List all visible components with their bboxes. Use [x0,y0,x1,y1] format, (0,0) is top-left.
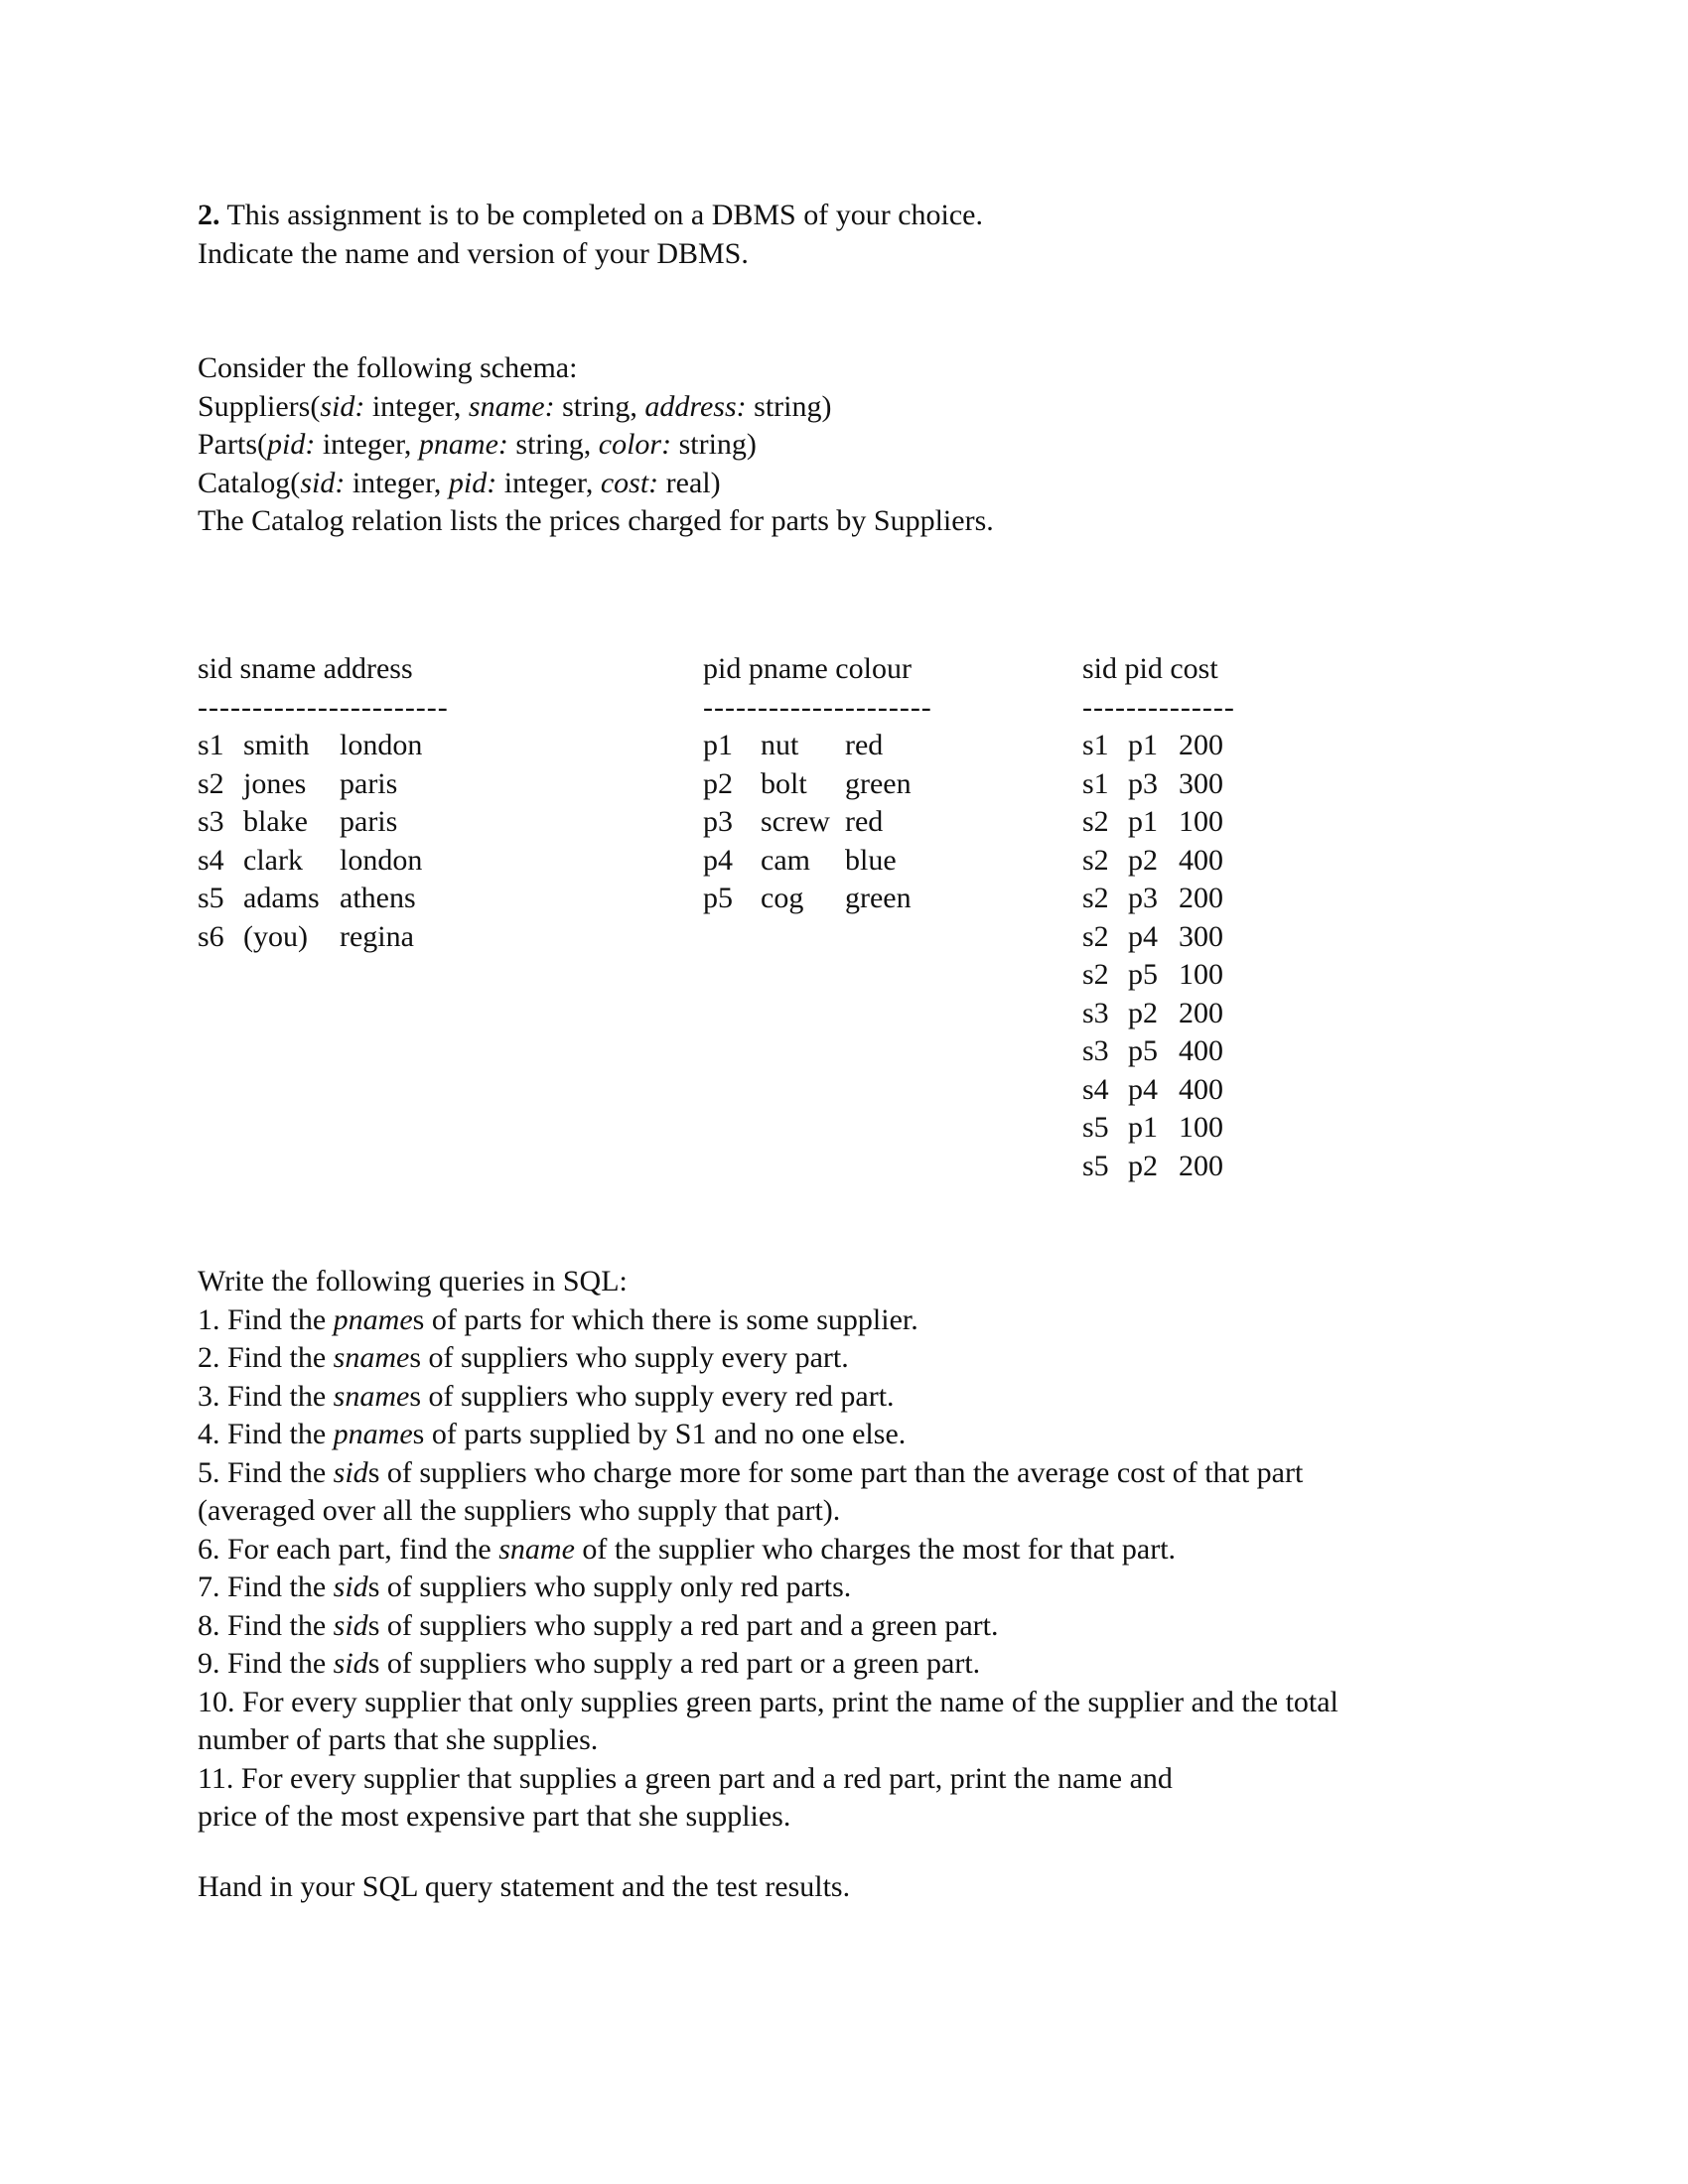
query-2: 2. Find the snames of suppliers who supply every part. [198,1341,849,1374]
parts-table-cell: bolt [761,766,807,800]
query-5-continued: (averaged over all the suppliers who supply that part). [198,1494,841,1527]
parts-table-cell: p3 [703,805,733,838]
parts-table-cell: p1 [703,729,733,761]
parts-table-header: pid pname colour [703,652,912,685]
catalog-table-cell: s5 [1082,1111,1109,1144]
catalog-table-cell: p4 [1128,919,1158,953]
schema-parts: Parts(pid: integer, pname: string, color: string) [198,428,757,461]
catalog-table-row [1082,956,1281,995]
catalog-table-cell: p5 [1128,1034,1158,1067]
query-8: 8. Find the sids of suppliers who supply a red part and a green part. [198,1608,999,1642]
parts-table [703,650,1001,918]
catalog-table-cell: p2 [1128,996,1158,1029]
query-4: 4. Find the pnames of parts supplied by S1 and no one else. [198,1418,907,1450]
catalog-table-row [1082,918,1281,957]
catalog-table-cell: s5 [1082,1149,1109,1182]
query-3: 3. Find the snames of suppliers who supply every red part. [198,1379,895,1413]
parts-table-cell: red [845,729,884,761]
suppliers-table-cell: smith [243,729,310,761]
suppliers-table-cell: jones [243,766,307,800]
suppliers-table-row [198,803,525,842]
catalog-table-row [1082,1032,1281,1071]
catalog-table-cell: s2 [1082,882,1109,914]
catalog-table-cell: p4 [1128,1072,1158,1106]
parts-table-cell: p2 [703,766,733,800]
catalog-table-cell: p1 [1128,729,1158,761]
suppliers-table-row [198,880,525,918]
catalog-table-cell: 200 [1179,729,1223,761]
query-11: 11. For every supplier that supplies a green part and a red part, print the name and [198,1761,1173,1795]
parts-table-row [703,765,1001,804]
query-6: 6. For each part, find the sname of the supplier who charges the most for that part. [198,1532,1177,1566]
catalog-table-cell: s2 [1082,958,1109,991]
catalog-table-row [1082,995,1281,1033]
suppliers-table-row [198,727,525,765]
closing-section [198,1868,1508,1907]
catalog-table-cell: p3 [1128,766,1158,800]
parts-table-cell: nut [761,729,799,761]
suppliers-table-cell: athens [340,882,416,914]
parts-table-row [703,803,1001,842]
query-7: 7. Find the sids of suppliers who supply only red parts. [198,1570,852,1603]
catalog-table-cell: s1 [1082,766,1109,800]
catalog-table-cell: 100 [1179,958,1223,991]
catalog-table-row [1082,803,1281,842]
catalog-table-cell: 300 [1179,766,1223,800]
intro-line-1: 2. This assignment is to be completed on a DBMS of your choice. [198,199,984,231]
suppliers-table-header: sid sname address [198,652,413,685]
suppliers-table-cell: s3 [198,805,224,838]
catalog-table-cell: s4 [1082,1072,1109,1106]
suppliers-table [198,650,525,956]
catalog-table-row [1082,842,1281,881]
catalog-table-cell: p1 [1128,1111,1158,1144]
query-11-continued: price of the most expensive part that she supplies. [198,1800,791,1833]
catalog-table-row [1082,1148,1281,1186]
suppliers-table-cell: clark [243,843,303,877]
catalog-table-cell: 400 [1179,1034,1223,1067]
suppliers-table-cell: blake [243,805,308,838]
suppliers-table-cell: s6 [198,919,224,953]
catalog-table-cell: p2 [1128,843,1158,877]
parts-table-cell: screw [761,805,830,838]
catalog-table-cell: p5 [1128,958,1158,991]
suppliers-table-cell: london [340,843,423,877]
parts-table-cell: p4 [703,843,733,877]
catalog-table-header: sid pid cost [1082,652,1218,685]
query-9: 9. Find the sids of suppliers who supply a red part or a green part. [198,1647,981,1680]
catalog-table-cell: s3 [1082,1034,1109,1067]
catalog-table-row [1082,880,1281,918]
catalog-table-row [1082,1109,1281,1148]
question-number: 2. [198,199,220,231]
catalog-table-cell: s2 [1082,805,1109,838]
catalog-table-row [1082,765,1281,804]
suppliers-table-cell: paris [340,805,398,838]
queries-lead: Write the following queries in SQL: [198,1265,628,1297]
parts-table-divider: --------------------- [703,690,932,724]
catalog-table-cell: s1 [1082,729,1109,761]
catalog-table-row [1082,727,1281,765]
suppliers-table-cell: s5 [198,882,224,914]
query-5: 5. Find the sids of suppliers who charge more for some part than the average cost of that part [198,1455,1304,1489]
parts-table-cell: red [845,805,884,838]
catalog-table-cell: 100 [1179,1111,1223,1144]
catalog-table-divider: -------------- [1082,690,1235,724]
parts-table-row [703,880,1001,918]
suppliers-table-row [198,765,525,804]
catalog-table-cell: p1 [1128,805,1158,838]
catalog-table-cell: s3 [1082,996,1109,1029]
queries-section [198,1263,1508,1837]
schema-suppliers: Suppliers(sid: integer, sname: string, address: string) [198,389,832,423]
catalog-table-cell: 400 [1179,1072,1223,1106]
catalog-table-cell: 100 [1179,805,1223,838]
parts-table-cell: cam [761,843,810,877]
query-10-continued: number of parts that she supplies. [198,1723,599,1756]
suppliers-table-divider: ----------------------- [198,690,449,724]
catalog-table-row [1082,1071,1281,1110]
catalog-table-cell: 200 [1179,996,1223,1029]
suppliers-table-cell: (you) [243,919,308,953]
catalog-table-cell: s2 [1082,919,1109,953]
suppliers-table-cell: s2 [198,766,224,800]
suppliers-table-cell: s1 [198,729,224,761]
parts-table-cell: green [845,766,912,800]
query-10: 10. For every supplier that only supplies green parts, print the name of the supplier and the total [198,1685,1338,1718]
suppliers-table-cell: adams [243,882,320,914]
suppliers-table-row [198,918,525,957]
catalog-table-cell: 200 [1179,882,1223,914]
suppliers-table-cell: s4 [198,843,224,877]
parts-table-cell: p5 [703,882,733,914]
schema-note: The Catalog relation lists the prices charged for parts by Suppliers. [198,504,994,537]
data-tables [0,650,1688,1206]
schema-lead: Consider the following schema: [198,351,578,384]
catalog-table-cell: 200 [1179,1149,1223,1182]
query-1: 1. Find the pnames of parts for which there is some supplier. [198,1302,918,1336]
parts-table-row [703,842,1001,881]
suppliers-table-cell: regina [340,919,414,953]
parts-table-cell: green [845,882,912,914]
catalog-table-cell: s2 [1082,843,1109,877]
catalog-table-cell: 300 [1179,919,1223,953]
suppliers-table-row [198,842,525,881]
schema-catalog: Catalog(sid: integer, pid: integer, cost: real) [198,466,721,499]
parts-table-row [703,727,1001,765]
suppliers-table-cell: paris [340,766,398,800]
catalog-table-cell: p2 [1128,1149,1158,1182]
parts-table-cell: blue [845,843,897,877]
intro-section [198,197,1508,273]
catalog-table-cell: 400 [1179,843,1223,877]
suppliers-table-cell: london [340,729,423,761]
schema-section [198,349,1508,541]
closing-instruction: Hand in your SQL query statement and the test results. [198,1870,851,1903]
intro-line-2: Indicate the name and version of your DBMS. [198,236,749,270]
catalog-table-cell: p3 [1128,882,1158,914]
parts-table-cell: cog [761,882,804,914]
catalog-table [1082,650,1281,1185]
